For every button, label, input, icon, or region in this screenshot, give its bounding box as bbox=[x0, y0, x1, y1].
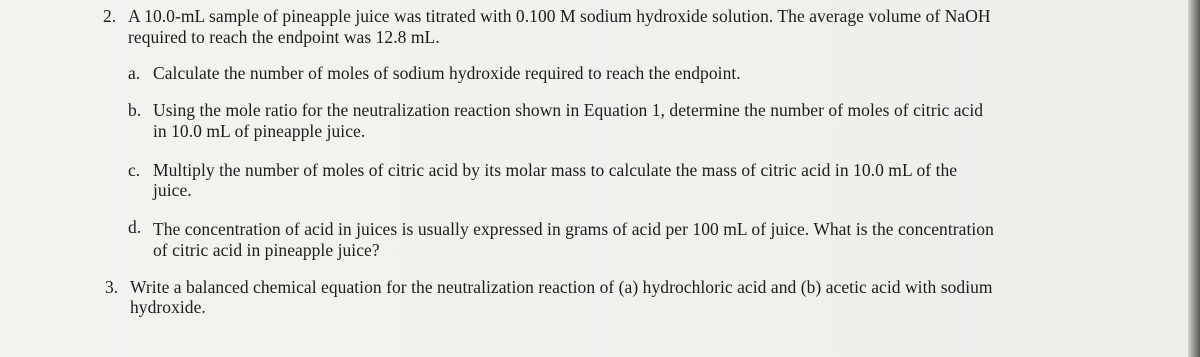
part-d-text-line-1: The concentration of acid in juices is usually expressed in grams of acid per 100 mL of juice. What is the concentration bbox=[153, 219, 994, 239]
question-3-number: 3. bbox=[105, 277, 119, 297]
part-d-text-line-2: of citric acid in pineapple juice? bbox=[153, 240, 380, 260]
question-2-stem-line-1: A 10.0-mL sample of pineapple juice was titrated with 0.100 M sodium hydroxide solution. The average volume of NaOH bbox=[128, 6, 991, 26]
part-b-letter: b. bbox=[128, 100, 142, 120]
part-a-text: Calculate the number of moles of sodium hydroxide required to reach the endpoint. bbox=[153, 63, 741, 83]
part-c-letter: c. bbox=[128, 160, 141, 180]
question-3-text-line-2: hydroxide. bbox=[130, 297, 206, 317]
question-3-text-line-1: Write a balanced chemical equation for the neutralization reaction of (a) hydrochloric acid and (b) acetic acid with sodium bbox=[130, 277, 993, 297]
part-b-text-line-2: in 10.0 mL of pineapple juice. bbox=[153, 121, 366, 141]
part-b-text-line-1: Using the mole ratio for the neutralization reaction shown in Equation 1, determine the number of moles of citric acid bbox=[153, 100, 984, 120]
part-c-text-line-2: juice. bbox=[153, 180, 192, 200]
question-2-stem-line-2: required to reach the endpoint was 12.8 mL. bbox=[128, 27, 440, 47]
part-d-letter: d. bbox=[128, 217, 142, 237]
page-binding-edge bbox=[1188, 0, 1200, 357]
part-a-letter: a. bbox=[128, 63, 141, 83]
part-c-text-line-1: Multiply the number of moles of citric acid by its molar mass to calculate the mass of citric acid in 10.0 mL of the bbox=[153, 160, 958, 180]
question-2-number: 2. bbox=[103, 6, 117, 26]
